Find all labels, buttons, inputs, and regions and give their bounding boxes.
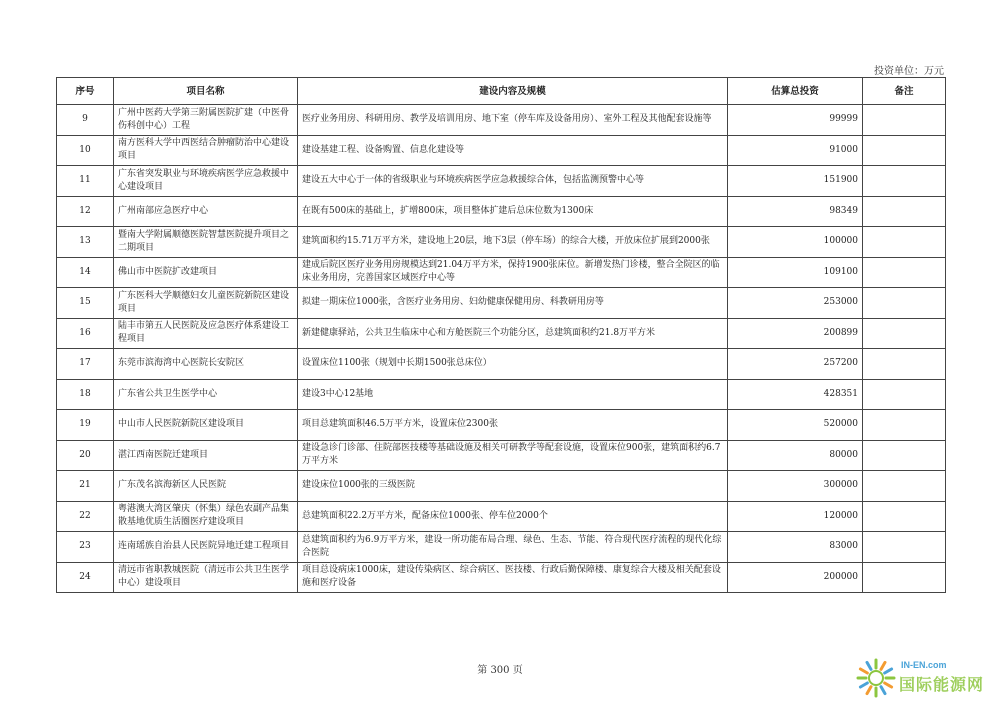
table-row — [57, 105, 946, 136]
column-header-content: 建设内容及规模 — [298, 78, 728, 105]
cell-project-name: 粤港澳大湾区肇庆（怀集）绿色农副产品集散基地优质生活圈医疗建设项目 — [114, 501, 298, 532]
cell-note — [863, 318, 946, 349]
cell-note — [863, 410, 946, 441]
sun-ray-icon — [867, 687, 871, 694]
cell-content: 设置床位1100张（规划中长期1500张总床位） — [298, 349, 728, 380]
cell-investment: 91000 — [728, 135, 863, 166]
cell-project-name: 广东省公共卫生医学中心 — [114, 379, 298, 410]
sun-ray-icon — [867, 662, 871, 669]
table-row — [57, 257, 946, 288]
cell-note — [863, 440, 946, 471]
cell-investment: 300000 — [728, 471, 863, 502]
cell-project-name: 暨南大学附属顺德医院智慧医院提升项目之二期项目 — [114, 227, 298, 258]
cell-project-name: 南方医科大学中西医结合肿瘤防治中心建设项目 — [114, 135, 298, 166]
cell-content: 建筑面积约15.71万平方米，建设地上20层，地下3层（停车场）的综合大楼，开放床位扩展到2000张 — [298, 227, 728, 258]
cell-note — [863, 105, 946, 136]
cell-content: 项目总建筑面积46.5万平方米，设置床位2300张 — [298, 410, 728, 441]
cell-content: 建设五大中心于一体的省级职业与环境疾病医学应急救援综合体，包括监测预警中心等 — [298, 166, 728, 197]
project-table — [56, 77, 946, 593]
cell-index: 19 — [57, 410, 114, 441]
cell-note — [863, 501, 946, 532]
cell-investment: 98349 — [728, 196, 863, 227]
column-header-note: 备注 — [863, 78, 946, 105]
cell-project-name: 广州中医药大学第三附属医院扩建（中医骨伤科创中心）工程 — [114, 105, 298, 136]
cell-content: 拟建一期床位1000张，含医疗业务用房、妇幼健康保健用房、科教研用房等 — [298, 288, 728, 319]
table-row — [57, 349, 946, 380]
cell-note — [863, 196, 946, 227]
table-row — [57, 135, 946, 166]
site-watermark — [855, 658, 990, 698]
cell-index: 24 — [57, 562, 114, 593]
cell-content: 新建健康驿站，公共卫生临床中心和方舱医院三个功能分区，总建筑面积约21.8万平方米 — [298, 318, 728, 349]
cell-index: 22 — [57, 501, 114, 532]
cell-note — [863, 349, 946, 380]
table-row — [57, 501, 946, 532]
cell-index: 23 — [57, 532, 114, 563]
table-row — [57, 440, 946, 471]
cell-project-name: 广州南部应急医疗中心 — [114, 196, 298, 227]
cell-index: 11 — [57, 166, 114, 197]
cell-index: 18 — [57, 379, 114, 410]
cell-index: 14 — [57, 257, 114, 288]
cell-note — [863, 257, 946, 288]
table-header-row — [57, 78, 946, 105]
cell-investment: 151900 — [728, 166, 863, 197]
cell-investment: 120000 — [728, 501, 863, 532]
cell-content: 建设3中心12基地 — [298, 379, 728, 410]
investment-unit-note: 投资单位：万元 — [874, 66, 944, 77]
cell-index: 17 — [57, 349, 114, 380]
cell-note — [863, 166, 946, 197]
cell-investment: 80000 — [728, 440, 863, 471]
cell-note — [863, 288, 946, 319]
sun-ray-icon — [885, 669, 892, 673]
cell-index: 15 — [57, 288, 114, 319]
cell-index: 13 — [57, 227, 114, 258]
cell-project-name: 佛山市中医院扩改建项目 — [114, 257, 298, 288]
cell-index: 10 — [57, 135, 114, 166]
cell-project-name: 连南瑶族自治县人民医院异地迁建工程项目 — [114, 532, 298, 563]
cell-investment: 200000 — [728, 562, 863, 593]
cell-project-name: 中山市人民医院新院区建设项目 — [114, 410, 298, 441]
cell-project-name: 湛江西南医院迁建项目 — [114, 440, 298, 471]
cell-index: 9 — [57, 105, 114, 136]
watermark-cn-text: 国际能源网 — [899, 675, 985, 694]
cell-project-name: 陆丰市第五人民医院及应急医疗体系建设工程项目 — [114, 318, 298, 349]
table-body — [57, 105, 946, 593]
cell-index: 16 — [57, 318, 114, 349]
table-row — [57, 471, 946, 502]
cell-index: 20 — [57, 440, 114, 471]
table-row — [57, 562, 946, 593]
cell-note — [863, 562, 946, 593]
page-number: 第 300 页 — [477, 665, 523, 676]
sun-ray-icon — [881, 662, 885, 669]
column-header-investment: 估算总投资 — [728, 78, 863, 105]
table-row — [57, 532, 946, 563]
sun-ray-icon — [860, 683, 867, 687]
table-row — [57, 227, 946, 258]
table-row — [57, 288, 946, 319]
cell-note — [863, 227, 946, 258]
cell-project-name: 东莞市滨海湾中心医院长安院区 — [114, 349, 298, 380]
cell-content: 建设基建工程、设备购置、信息化建设等 — [298, 135, 728, 166]
cell-content: 总建筑面积约为6.9万平方米，建设一所功能布局合理、绿色、生态、节能、符合现代医疗流程的现代化综合医院 — [298, 532, 728, 563]
cell-content: 总建筑面积22.2万平方米，配备床位1000张、停车位2000个 — [298, 501, 728, 532]
cell-investment: 99999 — [728, 105, 863, 136]
cell-investment: 100000 — [728, 227, 863, 258]
table-row — [57, 379, 946, 410]
cell-note — [863, 532, 946, 563]
sun-logo-icon — [855, 658, 897, 698]
table-row — [57, 196, 946, 227]
cell-index: 12 — [57, 196, 114, 227]
sun-ray-icon — [860, 669, 867, 673]
cell-note — [863, 379, 946, 410]
cell-investment: 253000 — [728, 288, 863, 319]
cell-investment: 257200 — [728, 349, 863, 380]
table-row — [57, 410, 946, 441]
column-header-index: 序号 — [57, 78, 114, 105]
cell-project-name: 广东医科大学顺德妇女儿童医院新院区建设项目 — [114, 288, 298, 319]
cell-content: 建设床位1000张的三级医院 — [298, 471, 728, 502]
sun-ray-icon — [885, 683, 892, 687]
table-row — [57, 318, 946, 349]
column-header-project-name: 项目名称 — [114, 78, 298, 105]
cell-investment: 428351 — [728, 379, 863, 410]
cell-project-name: 广东茂名滨海新区人民医院 — [114, 471, 298, 502]
cell-investment: 109100 — [728, 257, 863, 288]
cell-content: 建成后院区医疗业务用房规模达到21.04万平方米，保持1900张床位。新增发热门诊楼，整合全院区的临床业务用房，完善国家区域医疗中心等 — [298, 257, 728, 288]
cell-content: 项目总设病床1000床，建设传染病区、综合病区、医技楼、行政后勤保障楼、康复综合大楼及相关配套设施和医疗设备 — [298, 562, 728, 593]
cell-project-name: 广东省突发职业与环境疾病医学应急救援中心建设项目 — [114, 166, 298, 197]
cell-content: 在既有500床的基础上，扩增800床，项目整体扩建后总床位数为1300床 — [298, 196, 728, 227]
cell-note — [863, 135, 946, 166]
cell-investment: 83000 — [728, 532, 863, 563]
cell-project-name: 清远市省职教城医院（清远市公共卫生医学中心）建设项目 — [114, 562, 298, 593]
cell-investment: 200899 — [728, 318, 863, 349]
cell-investment: 520000 — [728, 410, 863, 441]
cell-index: 21 — [57, 471, 114, 502]
cell-content: 医疗业务用房、科研用房、教学及培训用房、地下室（停车库及设备用房）、室外工程及其他配套设施等 — [298, 105, 728, 136]
watermark-en-text: IN-EN.com — [901, 660, 947, 670]
cell-content: 建设急诊门诊部、住院部医技楼等基础设施及相关可研教学等配套设施，设置床位900张，建筑面积约6.7万平方米 — [298, 440, 728, 471]
cell-note — [863, 471, 946, 502]
table-row — [57, 166, 946, 197]
sun-ray-icon — [881, 687, 885, 694]
